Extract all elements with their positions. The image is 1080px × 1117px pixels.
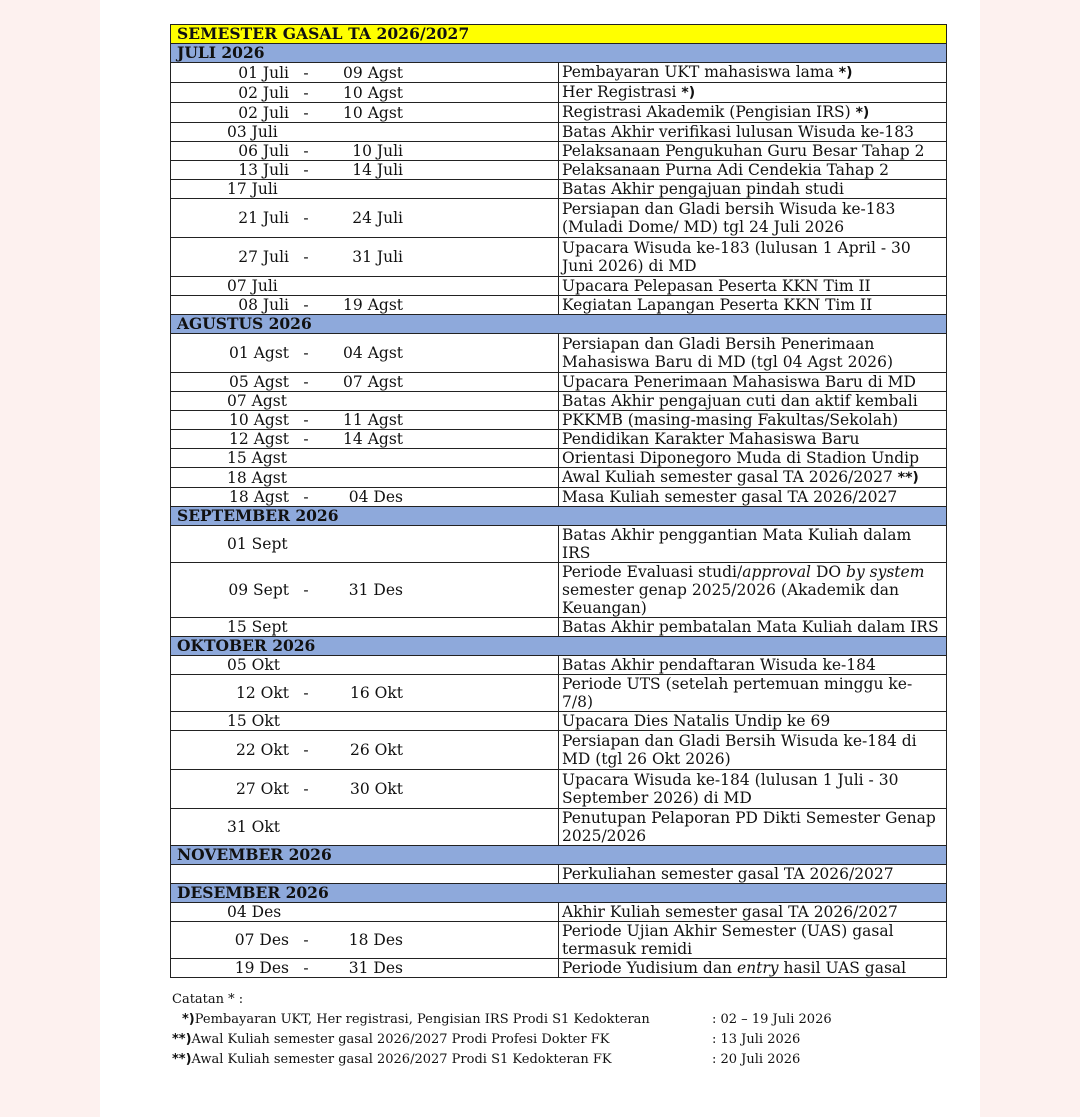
date-range — [171, 277, 558, 295]
date-range — [171, 656, 558, 674]
event-cell — [559, 430, 947, 449]
event-cell — [559, 712, 947, 731]
date-cell — [171, 63, 559, 83]
date-cell — [171, 712, 559, 731]
table-row — [171, 103, 947, 123]
start-date: 01 Sept — [227, 535, 288, 553]
event-text: Persiapan dan Gladi bersih Wisuda ke-183 (Muladi Dome/ MD) tgl 24 Juli 2026 — [562, 200, 896, 236]
start-date: 01 Agst — [229, 344, 289, 362]
date-cell — [171, 199, 559, 238]
event-cell — [559, 63, 947, 83]
table-title: SEMESTER GASAL TA 2026/2027 — [171, 25, 947, 44]
date-range — [171, 449, 558, 467]
start-date: 15 Agst — [227, 449, 287, 467]
note-item — [172, 1050, 932, 1070]
end-date: 31 Juli — [352, 248, 403, 266]
start-date: 15 Okt — [227, 712, 280, 730]
month-header-row — [171, 637, 947, 656]
start-date: 07 Juli — [227, 277, 278, 295]
note-mark: **) — [172, 1052, 192, 1067]
event-cell — [559, 563, 947, 618]
event-text: Upacara Pelepasan Peserta KKN Tim II — [562, 277, 871, 295]
start-date: 02 Juli — [238, 103, 289, 122]
event-emphasis: approval — [742, 563, 812, 581]
end-date: 26 Okt — [350, 741, 403, 759]
table-row — [171, 199, 947, 238]
event-cell — [559, 277, 947, 296]
event-cell — [559, 123, 947, 142]
date-range — [171, 161, 558, 179]
event-cell — [559, 142, 947, 161]
event-text: Upacara Wisuda ke-183 (lulusan 1 April - 30 Juni 2026) di MD — [562, 239, 911, 275]
event-text: Batas Akhir penggantian Mata Kuliah dalam IRS — [562, 526, 912, 562]
start-date: 18 Agst — [227, 468, 287, 487]
month-header: AGUSTUS 2026 — [171, 315, 947, 334]
event-text: Periode Evaluasi studi/ — [562, 563, 743, 581]
start-date: 10 Agst — [229, 411, 289, 429]
event-cell — [559, 656, 947, 675]
event-cell — [559, 180, 947, 199]
end-date: 31 Des — [348, 959, 403, 977]
event-text: Pelaksanaan Purna Adi Cendekia Tahap 2 — [562, 161, 889, 179]
event-cell — [559, 675, 947, 712]
table-row — [171, 526, 947, 563]
start-date: 06 Juli — [238, 142, 289, 160]
date-cell — [171, 770, 559, 809]
month-header-row — [171, 846, 947, 865]
date-separator: - — [303, 741, 309, 759]
date-cell — [171, 277, 559, 296]
date-separator: - — [303, 581, 309, 599]
date-cell — [171, 296, 559, 315]
event-text: Orientasi Diponegoro Muda di Stadion Undip — [562, 449, 920, 467]
event-cell — [559, 959, 947, 978]
date-cell — [171, 103, 559, 123]
table-row — [171, 809, 947, 846]
date-cell — [171, 392, 559, 411]
note-text-wrap — [172, 1050, 712, 1070]
month-header: JULI 2026 — [171, 44, 947, 63]
start-date: 01 Juli — [238, 63, 289, 82]
event-text: Batas Akhir verifikasi lulusan Wisuda ke-183 — [562, 123, 914, 141]
event-cell — [559, 449, 947, 468]
footnote-mark: *) — [838, 65, 853, 81]
event-text: hasil UAS gasal — [778, 959, 907, 977]
event-cell — [559, 334, 947, 373]
table-row — [171, 123, 947, 142]
note-value: : 13 Juli 2026 — [712, 1032, 801, 1047]
date-range — [171, 731, 558, 769]
table-row — [171, 373, 947, 392]
start-date: 22 Okt — [236, 741, 289, 759]
end-date: 09 Agst — [343, 63, 403, 82]
month-header: SEPTEMBER 2026 — [171, 507, 947, 526]
table-row — [171, 903, 947, 922]
start-date: 08 Juli — [238, 296, 289, 314]
start-date: 07 Agst — [227, 392, 287, 410]
notes-section — [172, 990, 932, 1070]
end-date: 18 Des — [348, 931, 403, 949]
event-text: Kegiatan Lapangan Peserta KKN Tim II — [562, 296, 873, 314]
note-mark: **) — [172, 1032, 192, 1047]
month-header-row — [171, 884, 947, 903]
end-date: 16 Okt — [350, 684, 403, 702]
date-separator: - — [303, 63, 309, 82]
start-date: 15 Sept — [227, 618, 288, 636]
note-text: Awal Kuliah semester gasal 2026/2027 Prodi S1 Kedokteran FK — [191, 1052, 612, 1067]
date-separator: - — [303, 83, 309, 102]
date-range — [171, 199, 558, 237]
date-range — [171, 63, 558, 82]
table-row — [171, 238, 947, 277]
end-date: 19 Agst — [343, 296, 403, 314]
date-range — [171, 959, 558, 977]
end-date: 24 Juli — [352, 209, 403, 227]
event-text: Pendidikan Karakter Mahasiswa Baru — [562, 430, 860, 448]
table-row — [171, 563, 947, 618]
start-date: 04 Des — [227, 903, 282, 921]
start-date: 12 Agst — [229, 430, 289, 448]
start-date: 21 Juli — [238, 209, 289, 227]
event-cell — [559, 809, 947, 846]
end-date: 14 Agst — [343, 430, 403, 448]
end-date: 10 Agst — [343, 103, 403, 122]
start-date: 05 Okt — [227, 656, 280, 674]
table-row — [171, 675, 947, 712]
event-emphasis: entry — [736, 959, 779, 977]
event-cell — [559, 731, 947, 770]
event-text: DO — [811, 563, 847, 581]
event-cell — [559, 922, 947, 959]
event-cell — [559, 411, 947, 430]
footnote-mark: *) — [855, 105, 870, 121]
table-row — [171, 392, 947, 411]
event-cell — [559, 373, 947, 392]
date-separator: - — [303, 780, 309, 798]
month-header-row — [171, 507, 947, 526]
date-range — [171, 123, 558, 141]
date-cell — [171, 334, 559, 373]
date-cell — [171, 656, 559, 675]
month-header-row — [171, 315, 947, 334]
event-cell — [559, 488, 947, 507]
note-item — [172, 1030, 932, 1050]
event-cell — [559, 526, 947, 563]
date-cell — [171, 83, 559, 103]
end-date: 31 Des — [348, 581, 403, 599]
date-separator: - — [303, 296, 309, 314]
date-separator: - — [303, 430, 309, 448]
date-range — [171, 103, 558, 122]
month-header: DESEMBER 2026 — [171, 884, 947, 903]
event-text: Registrasi Akademik (Pengisian IRS) — [562, 103, 856, 121]
start-date: 13 Juli — [238, 161, 289, 179]
event-text: Upacara Wisuda ke-184 (lulusan 1 Juli - 30 September 2026) di MD — [562, 771, 899, 807]
footnote-mark: **) — [897, 470, 919, 486]
event-cell — [559, 392, 947, 411]
start-date: 03 Juli — [227, 123, 278, 141]
month-header-row — [171, 44, 947, 63]
table-row — [171, 488, 947, 507]
date-cell — [171, 161, 559, 180]
event-text: Awal Kuliah semester gasal TA 2026/2027 — [562, 468, 898, 486]
note-item — [172, 1010, 932, 1030]
date-separator: - — [303, 248, 309, 266]
date-range — [171, 865, 558, 883]
document-page — [100, 0, 980, 1117]
date-separator: - — [303, 373, 309, 391]
event-text: Periode UTS (setelah pertemuan minggu ke-7/8) — [562, 675, 913, 711]
date-range — [171, 430, 558, 448]
event-text: Periode Yudisium dan — [562, 959, 737, 977]
notes-heading: Catatan * : — [172, 992, 244, 1007]
date-range — [171, 903, 558, 921]
date-range — [171, 488, 558, 506]
date-range — [171, 392, 558, 410]
event-text: Akhir Kuliah semester gasal TA 2026/2027 — [562, 903, 898, 921]
date-cell — [171, 373, 559, 392]
date-range — [171, 618, 558, 636]
end-date: 14 Juli — [352, 161, 403, 179]
date-range — [171, 373, 558, 391]
table-row — [171, 468, 947, 488]
date-cell — [171, 123, 559, 142]
date-cell — [171, 865, 559, 884]
table-title-row — [171, 25, 947, 44]
date-separator: - — [303, 103, 309, 122]
start-date: 17 Juli — [227, 180, 278, 198]
start-date: 31 Okt — [227, 818, 280, 836]
start-date: 09 Sept — [228, 581, 289, 599]
event-text: Masa Kuliah semester gasal TA 2026/2027 — [562, 488, 898, 506]
start-date: 27 Juli — [238, 248, 289, 266]
date-range — [171, 675, 558, 711]
date-range — [171, 142, 558, 160]
table-row — [171, 296, 947, 315]
table-row — [171, 411, 947, 430]
event-text: Perkuliahan semester gasal TA 2026/2027 — [562, 865, 894, 883]
table-row — [171, 277, 947, 296]
event-cell — [559, 770, 947, 809]
table-row — [171, 449, 947, 468]
date-cell — [171, 488, 559, 507]
start-date: 27 Okt — [236, 780, 289, 798]
table-row — [171, 770, 947, 809]
academic-calendar-table — [170, 24, 947, 978]
event-text: semester genap 2025/2026 (Akademik dan Keuangan) — [562, 581, 899, 617]
event-emphasis: by system — [846, 563, 925, 581]
month-header: NOVEMBER 2026 — [171, 846, 947, 865]
table-row — [171, 712, 947, 731]
date-cell — [171, 563, 559, 618]
event-cell — [559, 903, 947, 922]
event-text: Pembayaran UKT mahasiswa lama — [562, 63, 839, 81]
footnote-mark: *) — [681, 85, 696, 101]
end-date: 04 Agst — [343, 344, 403, 362]
date-range — [171, 238, 558, 276]
event-text: Persiapan dan Gladi Bersih Wisuda ke-184 di MD (tgl 26 Okt 2026) — [562, 732, 917, 768]
date-range — [171, 563, 558, 617]
event-text: Periode Ujian Akhir Semester (UAS) gasal termasuk remidi — [562, 922, 894, 958]
date-range — [171, 296, 558, 314]
date-separator: - — [303, 488, 309, 506]
event-cell — [559, 103, 947, 123]
table-row — [171, 63, 947, 83]
table-row — [171, 180, 947, 199]
table-row — [171, 656, 947, 675]
event-cell — [559, 238, 947, 277]
date-cell — [171, 618, 559, 637]
start-date: 07 Des — [234, 931, 289, 949]
date-separator: - — [303, 684, 309, 702]
table-row — [171, 618, 947, 637]
table-row — [171, 865, 947, 884]
start-date: 19 Des — [234, 959, 289, 977]
event-text: Penutupan Pelaporan PD Dikti Semester Genap 2025/2026 — [562, 809, 936, 845]
date-range — [171, 809, 558, 845]
event-cell — [559, 199, 947, 238]
date-cell — [171, 959, 559, 978]
date-cell — [171, 675, 559, 712]
note-text-wrap — [172, 1030, 712, 1050]
event-text: Persiapan dan Gladi Bersih Penerimaan Mahasiswa Baru di MD (tgl 04 Agst 2026) — [562, 335, 894, 371]
month-header: OKTOBER 2026 — [171, 637, 947, 656]
start-date: 12 Okt — [236, 684, 289, 702]
date-separator: - — [303, 959, 309, 977]
event-cell — [559, 468, 947, 488]
event-cell — [559, 83, 947, 103]
end-date: 11 Agst — [343, 411, 403, 429]
date-cell — [171, 731, 559, 770]
date-cell — [171, 526, 559, 563]
date-cell — [171, 142, 559, 161]
end-date: 10 Agst — [343, 83, 403, 102]
event-cell — [559, 161, 947, 180]
event-text: Upacara Dies Natalis Undip ke 69 — [562, 712, 831, 730]
note-text: Awal Kuliah semester gasal 2026/2027 Prodi Profesi Dokter FK — [191, 1032, 610, 1047]
table-row — [171, 334, 947, 373]
start-date: 02 Juli — [238, 83, 289, 102]
end-date: 30 Okt — [350, 780, 403, 798]
event-text: Pelaksanaan Pengukuhan Guru Besar Tahap 2 — [562, 142, 925, 160]
table-row — [171, 959, 947, 978]
date-cell — [171, 468, 559, 488]
table-row — [171, 922, 947, 959]
note-value: : 20 Juli 2026 — [712, 1052, 801, 1067]
date-cell — [171, 411, 559, 430]
date-range — [171, 180, 558, 198]
calendar-table-wrap — [170, 24, 947, 978]
event-cell — [559, 296, 947, 315]
date-range — [171, 712, 558, 730]
date-cell — [171, 903, 559, 922]
date-range — [171, 922, 558, 958]
date-cell — [171, 449, 559, 468]
date-range — [171, 526, 558, 562]
event-text: Upacara Penerimaan Mahasiswa Baru di MD — [562, 373, 916, 391]
date-range — [171, 770, 558, 808]
note-text: Pembayaran UKT, Her registrasi, Pengisian IRS Prodi S1 Kedokteran — [194, 1012, 650, 1027]
date-cell — [171, 180, 559, 199]
date-separator: - — [303, 142, 309, 160]
end-date: 04 Des — [348, 488, 403, 506]
date-cell — [171, 238, 559, 277]
date-range — [171, 468, 558, 487]
date-range — [171, 334, 558, 372]
table-row — [171, 142, 947, 161]
event-cell — [559, 618, 947, 637]
table-row — [171, 161, 947, 180]
event-text: Batas Akhir pengajuan pindah studi — [562, 180, 845, 198]
date-separator: - — [303, 931, 309, 949]
start-date: 18 Agst — [229, 488, 289, 506]
date-separator: - — [303, 209, 309, 227]
end-date: 10 Juli — [352, 142, 403, 160]
event-text: Batas Akhir pembatalan Mata Kuliah dalam IRS — [562, 618, 939, 636]
event-text: Her Registrasi — [562, 83, 682, 101]
date-separator: - — [303, 161, 309, 179]
date-separator: - — [303, 411, 309, 429]
date-range — [171, 411, 558, 429]
date-cell — [171, 809, 559, 846]
event-text: PKKMB (masing-masing Fakultas/Sekolah) — [562, 411, 899, 429]
note-text-wrap — [172, 1010, 712, 1030]
event-cell — [559, 865, 947, 884]
event-text: Batas Akhir pendaftaran Wisuda ke-184 — [562, 656, 876, 674]
end-date: 07 Agst — [343, 373, 403, 391]
start-date: 05 Agst — [229, 373, 289, 391]
notes-list — [172, 1010, 932, 1070]
note-mark: *) — [182, 1012, 195, 1027]
date-range — [171, 83, 558, 102]
note-value: : 02 – 19 Juli 2026 — [712, 1012, 832, 1027]
table-row — [171, 731, 947, 770]
date-separator: - — [303, 344, 309, 362]
date-cell — [171, 922, 559, 959]
date-cell — [171, 430, 559, 449]
event-text: Batas Akhir pengajuan cuti dan aktif kembali — [562, 392, 918, 410]
table-row — [171, 430, 947, 449]
table-row — [171, 83, 947, 103]
